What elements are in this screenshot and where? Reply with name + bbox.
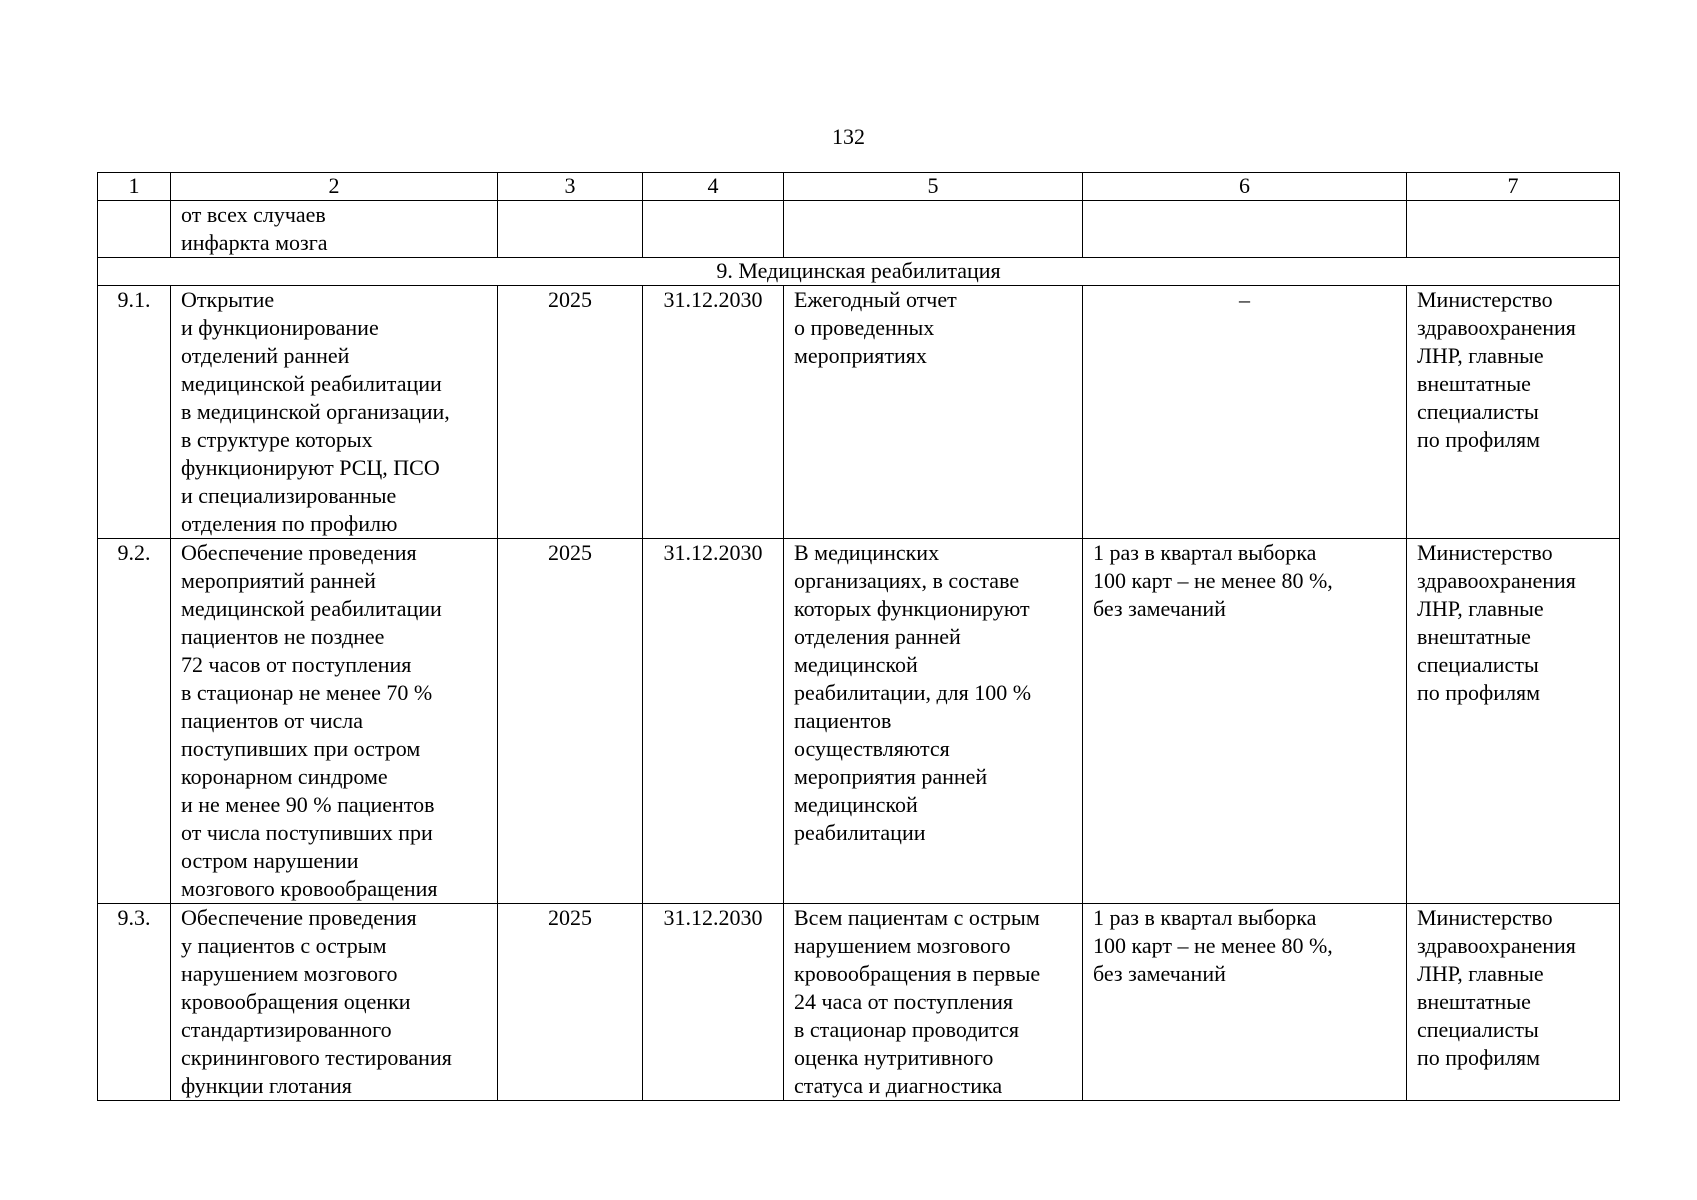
- column-number-row: [98, 173, 1620, 201]
- responsible-party: Министерство здравоохранения ЛНР, главные внештатные специалисты по профилям: [1407, 539, 1620, 904]
- table-cell: [98, 201, 171, 258]
- activity-name: Обеспечение проведения мероприятий ранней медицинской реабилитации пациентов не позднее 72 часов от поступления в стационар не менее 70 % пациентов от числа поступивших при остром коронарном синдроме и не менее 90 % пациентов от числа поступивших при остром нарушении мозгового кровообращения: [171, 539, 498, 904]
- column-header: 5: [784, 173, 1083, 201]
- row-number: 9.2.: [98, 539, 171, 904]
- start-year: 2025: [498, 904, 643, 1101]
- column-header: 4: [643, 173, 784, 201]
- control-indicator: 1 раз в квартал выборка 100 карт – не менее 80 %, без замечаний: [1083, 539, 1407, 904]
- responsible-party: Министерство здравоохранения ЛНР, главные внештатные специалисты по профилям: [1407, 904, 1620, 1101]
- table-row: [98, 286, 1620, 539]
- end-date: 31.12.2030: [643, 286, 784, 539]
- start-year: 2025: [498, 539, 643, 904]
- section-heading-row: [98, 258, 1620, 286]
- continuation-text: от всех случаев инфаркта мозга: [171, 201, 498, 258]
- table-row: [98, 539, 1620, 904]
- control-indicator: –: [1083, 286, 1407, 539]
- continuation-row: [98, 201, 1620, 258]
- row-number: 9.1.: [98, 286, 171, 539]
- section-title: 9. Медицинская реабилитация: [98, 258, 1620, 286]
- table-row: [98, 904, 1620, 1101]
- expected-result: В медицинских организациях, в составе которых функционируют отделения ранней медицинской реабилитации, для 100 % пациентов осуществляются мероприятия ранней медицинской реабилитации: [784, 539, 1083, 904]
- activity-name: Открытие и функционирование отделений ранней медицинской реабилитации в медицинской организации, в структуре которых функционируют РСЦ, ПСО и специализированные отделения по профилю: [171, 286, 498, 539]
- table-cell: [643, 201, 784, 258]
- column-header: 2: [171, 173, 498, 201]
- activity-name: Обеспечение проведения у пациентов с острым нарушением мозгового кровообращения оценки стандартизированного скринингового тестирования функции глотания: [171, 904, 498, 1101]
- column-header: 1: [98, 173, 171, 201]
- table-cell: [1083, 201, 1407, 258]
- column-header: 6: [1083, 173, 1407, 201]
- control-indicator: 1 раз в квартал выборка 100 карт – не менее 80 %, без замечаний: [1083, 904, 1407, 1101]
- page-number: 132: [832, 124, 865, 149]
- table-cell: [498, 201, 643, 258]
- row-number: 9.3.: [98, 904, 171, 1101]
- end-date: 31.12.2030: [643, 904, 784, 1101]
- table-cell: [784, 201, 1083, 258]
- end-date: 31.12.2030: [643, 539, 784, 904]
- responsible-party: Министерство здравоохранения ЛНР, главные внештатные специалисты по профилям: [1407, 286, 1620, 539]
- column-header: 3: [498, 173, 643, 201]
- expected-result: Всем пациентам с острым нарушением мозгового кровообращения в первые 24 часа от поступления в стационар проводится оценка нутритивного статуса и диагностика: [784, 904, 1083, 1101]
- activities-table: [97, 172, 1620, 1101]
- start-year: 2025: [498, 286, 643, 539]
- expected-result: Ежегодный отчет о проведенных мероприятиях: [784, 286, 1083, 539]
- column-header: 7: [1407, 173, 1620, 201]
- table-cell: [1407, 201, 1620, 258]
